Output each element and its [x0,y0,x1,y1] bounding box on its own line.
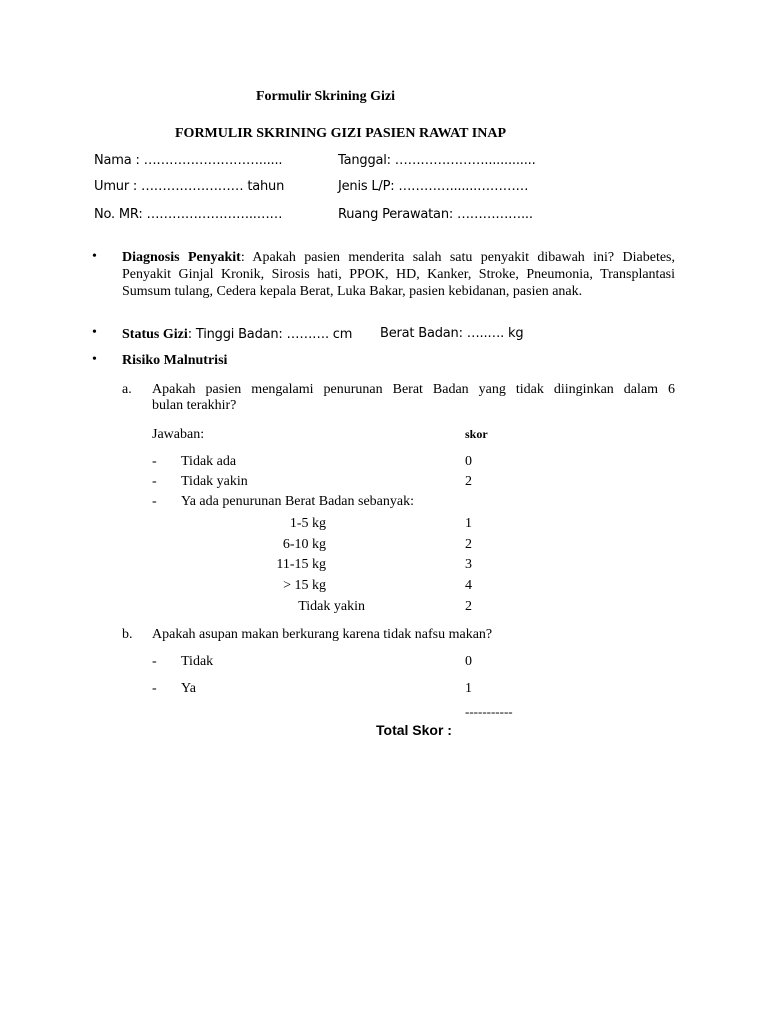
sub-option-score: 1 [465,516,472,531]
document-heading: Formulir Skrining Gizi [256,89,395,104]
berat-badan-field[interactable]: Berat Badan: …..…. kg [380,326,524,341]
umur-field[interactable]: Umur : …………………… tahun [94,179,285,194]
option-ya-ada-penurunan[interactable]: Ya ada penurunan Berat Badan sebanyak: [181,494,415,509]
option-dash: - [152,474,157,489]
sub-option-1-5kg[interactable]: 1-5 kg [289,516,326,531]
sub-option-11-15kg[interactable]: 11-15 kg [276,557,326,572]
ruang-perawatan-field[interactable]: Ruang Perawatan: ……………... [338,207,533,222]
option-tidak[interactable]: Tidak [181,654,214,669]
no-mr-field[interactable]: No. MR: ……………………..…… [94,207,283,222]
question-b-letter: b. [122,627,133,642]
question-a-line2: bulan terakhir? [152,398,237,413]
form-title: FORMULIR SKRINING GIZI PASIEN RAWAT INAP [175,126,506,141]
option-score: 0 [465,454,472,469]
option-tidak-ada[interactable]: Tidak ada [181,454,237,469]
sub-option-score: 2 [465,599,472,614]
sub-option-score: 4 [465,578,472,593]
option-score: 1 [465,681,472,696]
question-b-text: Apakah asupan makan berkurang karena tidak nafsu makan? [152,627,493,642]
total-skor-label: Total Skor : [376,722,452,738]
bullet-icon: • [92,352,97,367]
jawaban-label: Jawaban: [152,427,205,442]
option-score: 2 [465,474,472,489]
sub-option-score: 3 [465,557,472,572]
option-tidak-yakin[interactable]: Tidak yakin [181,474,248,489]
sub-option-score: 2 [465,537,472,552]
skor-label: skor [465,427,488,441]
risiko-malnutrisi-label: Risiko Malnutrisi [122,353,228,368]
status-gizi-label: Status Gizi [122,327,188,342]
tinggi-badan-field[interactable]: : Tinggi Badan: ………. cm [187,327,353,342]
bullet-icon: • [92,249,97,264]
status-gizi-section [122,325,352,344]
option-dash: - [152,494,157,509]
tanggal-field[interactable]: Tanggal: …………………............. [338,153,536,168]
option-dash: - [152,681,157,696]
question-a-line1: Apakah pasien mengalami penurunan Berat Badan yang tidak diinginkan dalam 6 [152,382,675,397]
sub-option-6-10kg[interactable]: 6-10 kg [282,537,326,552]
option-dash: - [152,654,157,669]
nama-field[interactable]: Nama : ………………………...... [94,153,283,168]
question-a-letter: a. [122,382,132,397]
option-dash: - [152,454,157,469]
diagnosis-section [122,249,675,300]
bullet-icon: • [92,325,97,340]
option-ya[interactable]: Ya [181,681,196,696]
option-score: 0 [465,654,472,669]
sub-option-over-15kg[interactable]: > 15 kg [283,578,326,593]
diagnosis-text: : Apakah pasien menderita salah satu penyakit dibawah ini? Diabetes, Penyakit Ginjal Kronik, Sirosis hati, PPOK, HD, Kanker, Stroke, Pneumonia, Transplantasi Sumsum tulang, Cedera kepala Berat, Luka Bakar, pasien kebidanan, pasien anak. [122,250,675,299]
sub-option-tidak-yakin[interactable]: Tidak yakin [298,599,365,614]
score-separator: ----------- [465,704,513,719]
jenis-kelamin-field[interactable]: Jenis L/P: ………….......………… [338,179,529,194]
diagnosis-label: Diagnosis Penyakit [122,250,241,265]
